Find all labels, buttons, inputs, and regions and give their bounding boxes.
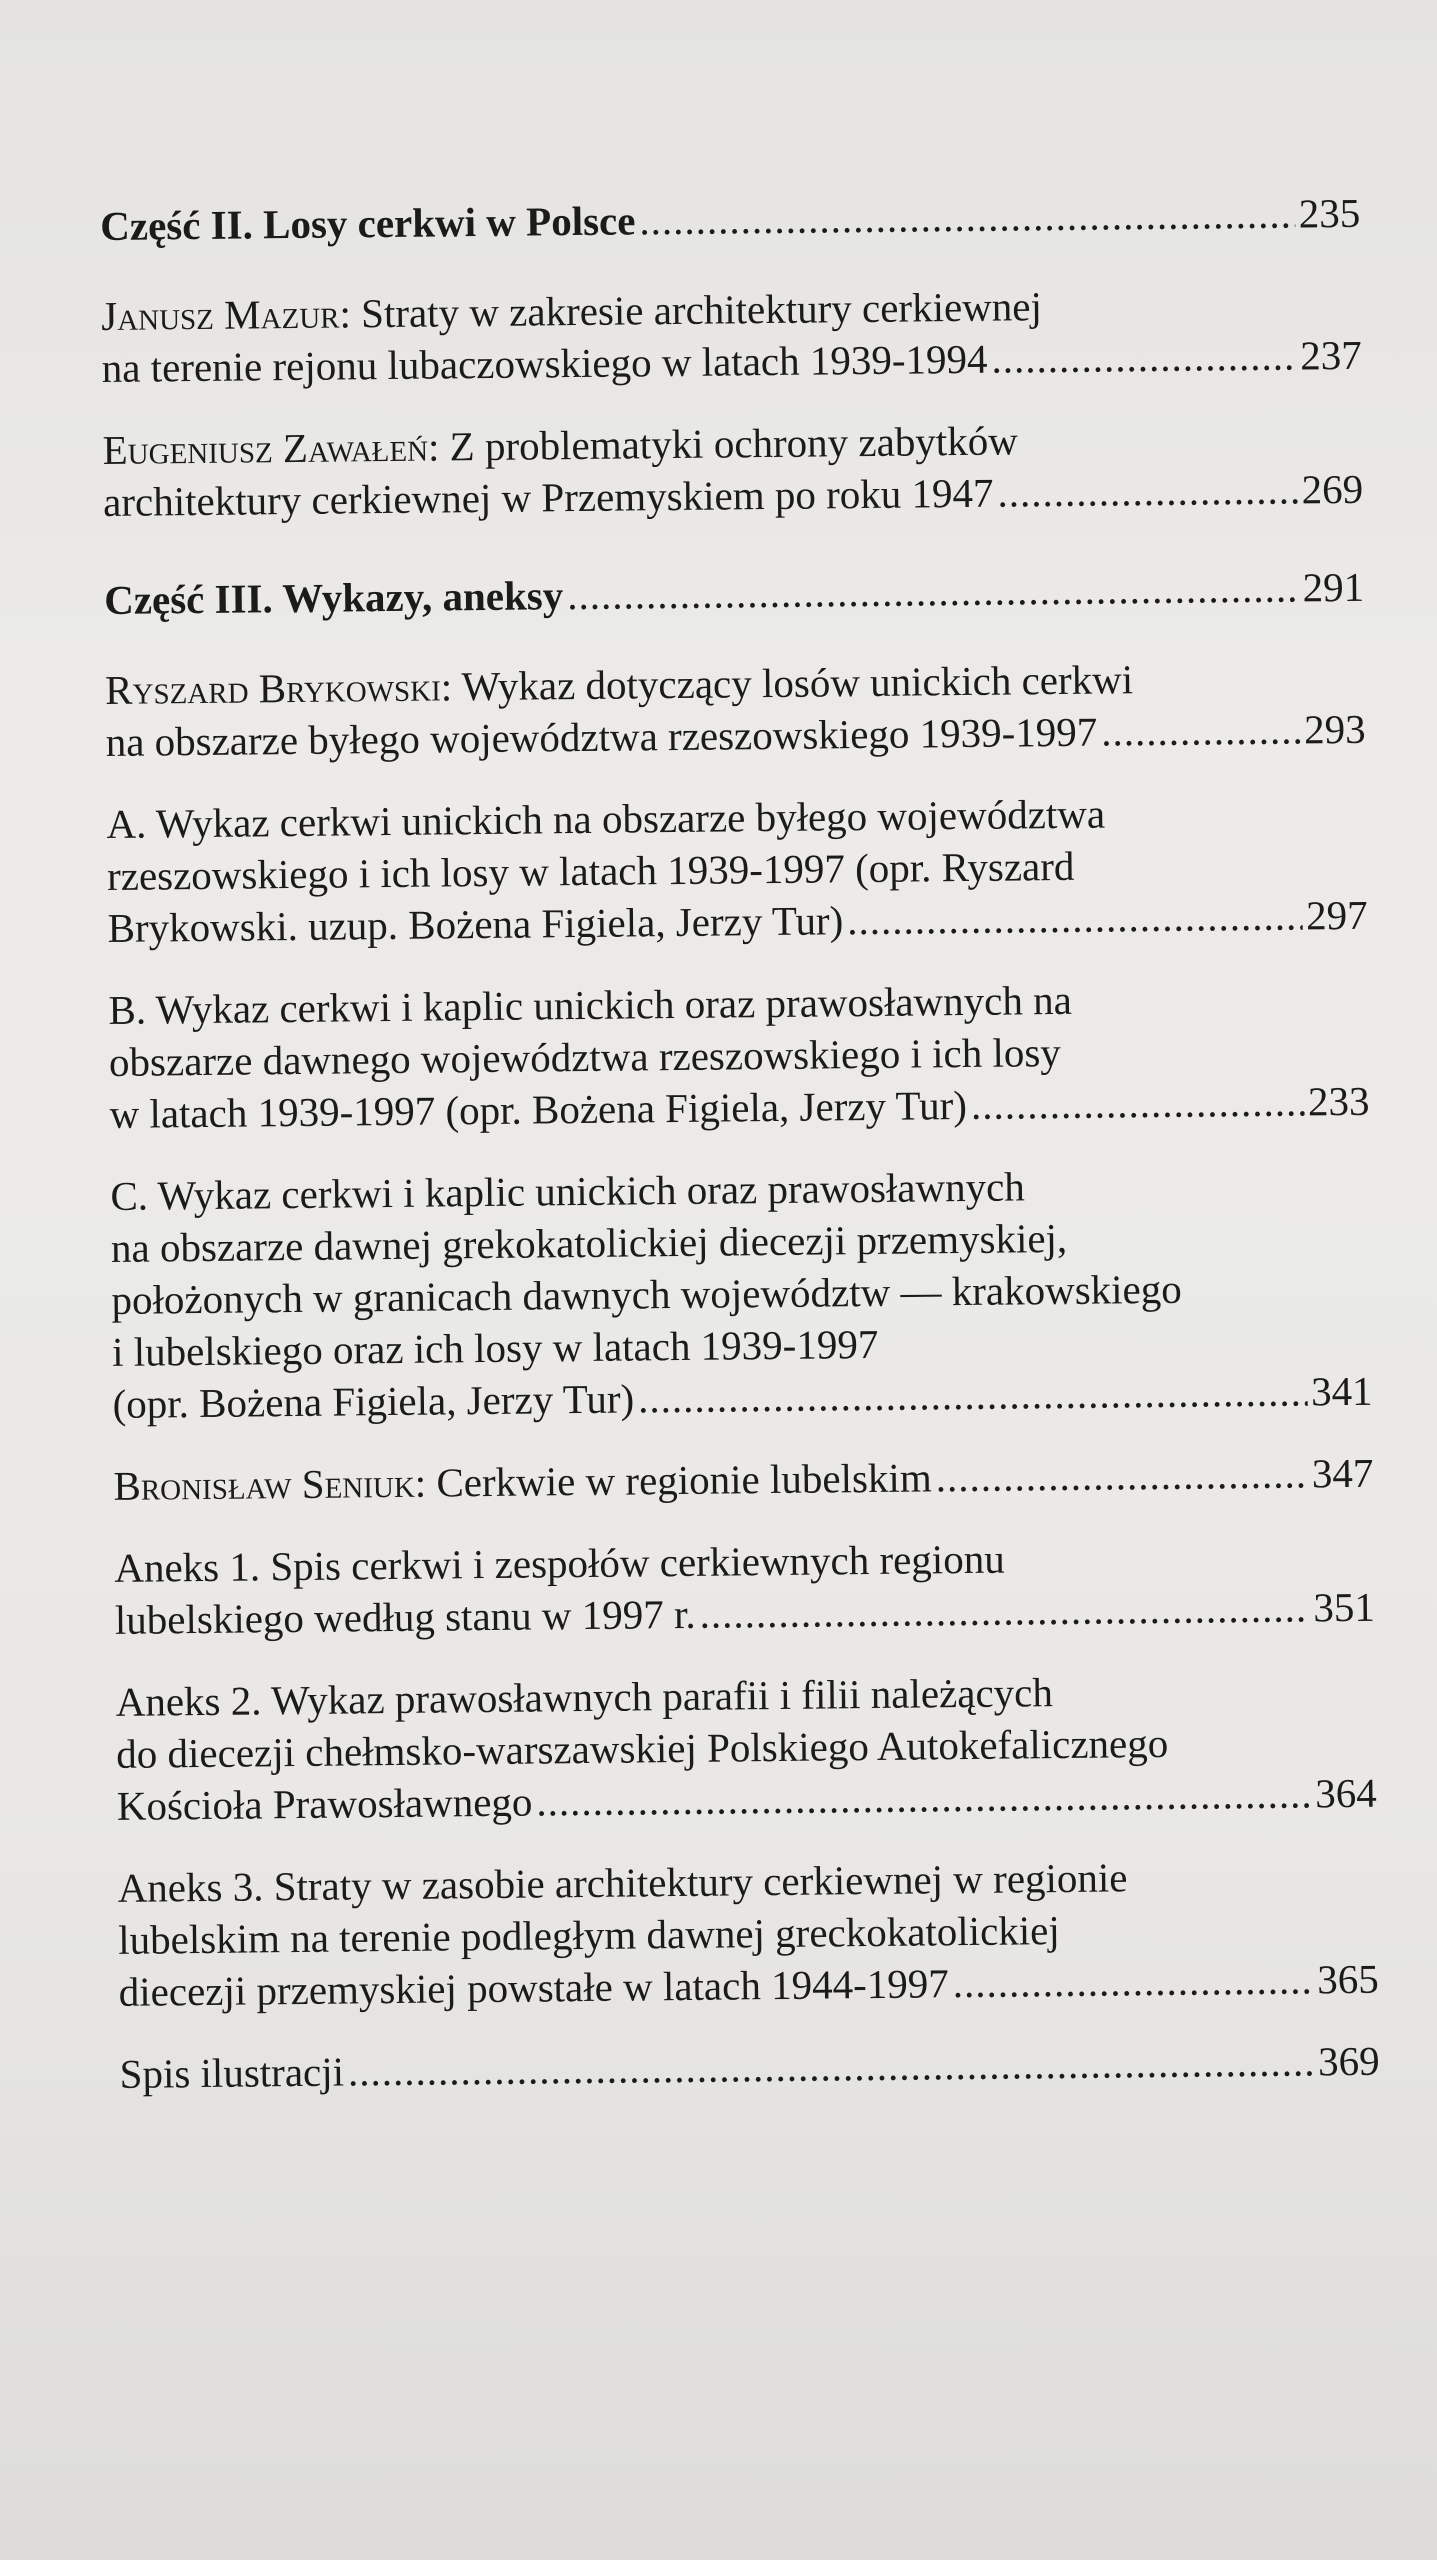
- entry-title-line: Aneks 1. Spis cerkwi i zespołów cerkiewnych regionu: [114, 1535, 1005, 1591]
- dot-leader: [997, 463, 1298, 518]
- entry-title-line: : Z problematyki ochrony zabytków: [427, 417, 1019, 470]
- toc-entry-seniuk: [113, 1447, 1373, 1512]
- page-number: 291: [1302, 563, 1365, 611]
- page-number: 233: [1307, 1077, 1370, 1125]
- toc-entry-aneks-2: [115, 1663, 1377, 1832]
- toc-entry-brykowski: [105, 651, 1366, 768]
- entry-title-line: Spis ilustracji: [119, 2048, 345, 2097]
- entry-title-line: (opr. Bożena Figiela, Jerzy Tur): [112, 1375, 635, 1427]
- entry-title-line: położonych w granicach dawnych województw — krakowskiego: [111, 1265, 1182, 1323]
- dot-leader: [1101, 703, 1300, 757]
- section-title: Część III. Wykazy, aneksy: [103, 572, 564, 623]
- entry-title-line: : Wykaz dotyczący losów unickich cerkwi: [440, 656, 1134, 710]
- entry-title-line: B. Wykaz cerkwi i kaplic unickich oraz prawosławnych na: [108, 976, 1073, 1033]
- toc-section-part-2: [100, 187, 1360, 252]
- entry-title-line: Kościoła Prawosławnego: [116, 1778, 533, 1829]
- entry-title-line: architektury cerkiewnej w Przemyskiem po roku 1947: [102, 469, 994, 525]
- dot-leader: [348, 2035, 1315, 2097]
- entry-title-line: lubelskiego według stanu w 1997 r.: [114, 1590, 696, 1643]
- page-number: 351: [1313, 1583, 1376, 1631]
- dot-leader: [991, 329, 1296, 384]
- author-name: Eugeniusz Zawałeń: [102, 423, 429, 473]
- dot-leader: [699, 1581, 1309, 1639]
- table-of-contents: [100, 187, 1380, 2130]
- toc-entry-aneks-1: [114, 1529, 1375, 1646]
- entry-title-line: C. Wykaz cerkwi i kaplic unickich oraz prawosławnych: [110, 1163, 1026, 1219]
- page-number: 369: [1317, 2037, 1380, 2085]
- entry-title-line: Brykowski. uzup. Bożena Figiela, Jerzy Tur): [107, 897, 844, 951]
- dot-leader: [536, 1767, 1311, 1827]
- dot-leader: [935, 1447, 1308, 1503]
- entry-title-line: w latach 1939-1997 (opr. Bożena Figiela, Jerzy Tur): [109, 1081, 968, 1137]
- page-number: 341: [1310, 1367, 1373, 1415]
- toc-section-part-3: [104, 561, 1364, 626]
- entry-title-line: : Straty w zakresie architektury cerkiewnej: [339, 283, 1043, 337]
- dot-leader: [567, 561, 1299, 621]
- entry-title-line: rzeszowskiego i ich losy w latach 1939-1997 (opr. Ryszard: [106, 842, 1075, 899]
- entry-title-line: : Cerkwie w regionie lubelskim: [414, 1454, 932, 1506]
- toc-entry-zawalen: [102, 411, 1363, 528]
- toc-entry-wykaz-b: [108, 971, 1370, 1140]
- author-name: Janusz Mazur: [100, 290, 340, 339]
- toc-entry-wykaz-c: [110, 1157, 1373, 1430]
- entry-title-line: Aneks 2. Wykaz prawosławnych parafii i filii należących: [115, 1669, 1054, 1725]
- page-number: 347: [1311, 1449, 1374, 1497]
- entry-title-line: na obszarze byłego województwa rzeszowskiego 1939-1997: [105, 708, 1098, 765]
- page-number: 269: [1301, 465, 1364, 513]
- dot-leader: [639, 187, 1295, 246]
- section-title: Część II. Losy cerkwi w Polsce: [100, 197, 636, 249]
- page-number: 297: [1305, 891, 1368, 939]
- author-name: Ryszard Brykowski: [104, 663, 441, 713]
- author-name: Bronisław Seniuk: [113, 1459, 416, 1509]
- page-number: 364: [1315, 1769, 1377, 1817]
- entry-title-line: Aneks 3. Straty w zasobie architektury cerkiewnej w regionie: [117, 1854, 1128, 1911]
- page-number: 365: [1316, 1955, 1379, 2003]
- toc-entry-mazur: [101, 277, 1362, 394]
- page-number: 237: [1299, 331, 1362, 379]
- toc-entry-spis-ilustracji: [119, 2035, 1379, 2100]
- dot-leader: [952, 1953, 1313, 2009]
- entry-title-line: diecezji przemyskiej powstałe w latach 1944-1997: [118, 1960, 949, 2015]
- entry-title-line: obszarze dawnego województwa rzeszowskiego i ich losy: [108, 1028, 1062, 1085]
- page-number: 235: [1298, 189, 1361, 237]
- entry-title-line: lubelskim na terenie podległym dawnej greckokatolickiej: [117, 1907, 1060, 1963]
- dot-leader: [971, 1075, 1305, 1130]
- toc-entry-wykaz-a: [106, 785, 1368, 954]
- entry-title-line: do diecezji chełmsko-warszawskiej Polskiego Autokefalicznego: [116, 1719, 1169, 1777]
- dot-leader: [638, 1365, 1307, 1424]
- entry-title-line: na terenie rejonu lubaczowskiego w latach 1939-1994: [101, 335, 988, 391]
- entry-title-line: i lubelskiego oraz ich losy w latach 1939-1997: [111, 1320, 879, 1375]
- entry-title-line: na obszarze dawnej grekokatolickiej diecezji przemyskiej,: [110, 1214, 1068, 1271]
- page-number: 293: [1303, 705, 1366, 753]
- dot-leader: [847, 889, 1302, 946]
- toc-entry-aneks-3: [117, 1849, 1379, 2018]
- entry-title-line: A. Wykaz cerkwi unickich na obszarze byłego województwa: [106, 790, 1106, 847]
